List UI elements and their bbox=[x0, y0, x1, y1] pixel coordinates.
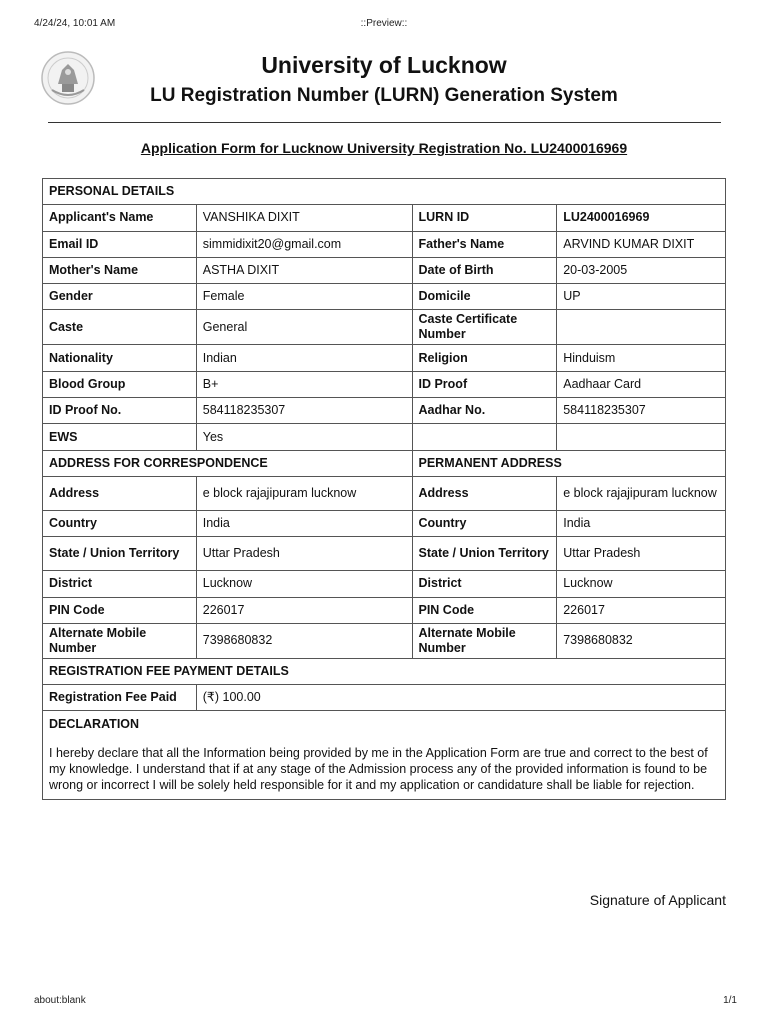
value-perm-district: Lucknow bbox=[557, 571, 726, 597]
system-title: LU Registration Number (LURN) Generation System bbox=[150, 85, 618, 106]
value-perm-mobile: 7398680832 bbox=[557, 623, 726, 658]
label-applicant-name: Applicant's Name bbox=[43, 205, 197, 231]
declaration-text: I hereby declare that all the Information being provided by me in the Application Form are true and correct to the best of my knowledge. I understand that if at any stage of the Admission process any of the provided information is found to be wrong or incorrect I will be solely held responsible for it and my application or candidature shall be liable for rejection. bbox=[49, 746, 708, 793]
value-nationality: Indian bbox=[196, 345, 412, 371]
value-fee-paid: (₹) 100.00 bbox=[196, 685, 725, 711]
table-row bbox=[43, 231, 726, 257]
value-corr-mobile: 7398680832 bbox=[196, 623, 412, 658]
value-gender: Female bbox=[196, 284, 412, 310]
table-row bbox=[43, 424, 726, 450]
value-corr-country: India bbox=[196, 510, 412, 536]
table-row bbox=[43, 537, 726, 571]
empty-cell bbox=[557, 424, 726, 450]
label-corr-country: Country bbox=[43, 510, 197, 536]
value-blood-group: B+ bbox=[196, 371, 412, 397]
label-aadhar-no: Aadhar No. bbox=[412, 398, 557, 424]
table-row bbox=[43, 571, 726, 597]
print-page-number: 1/1 bbox=[723, 995, 737, 1006]
label-father-name: Father's Name bbox=[412, 231, 557, 257]
label-id-proof: ID Proof bbox=[412, 371, 557, 397]
label-corr-address: Address bbox=[43, 476, 197, 510]
value-email: simmidixit20@gmail.com bbox=[196, 231, 412, 257]
value-applicant-name: VANSHIKA DIXIT bbox=[196, 205, 412, 231]
label-perm-state: State / Union Territory bbox=[412, 537, 557, 571]
value-lurn-id: LU2400016969 bbox=[557, 205, 726, 231]
label-corr-pin: PIN Code bbox=[43, 597, 197, 623]
form-title: Application Form for Lucknow University Registration No. LU2400016969 bbox=[140, 140, 628, 156]
value-corr-district: Lucknow bbox=[196, 571, 412, 597]
declaration-block bbox=[43, 711, 726, 800]
label-nationality: Nationality bbox=[43, 345, 197, 371]
label-ews: EWS bbox=[43, 424, 197, 450]
table-row bbox=[43, 205, 726, 231]
table-row bbox=[43, 345, 726, 371]
label-mother-name: Mother's Name bbox=[43, 257, 197, 283]
table-row bbox=[43, 510, 726, 536]
value-perm-state: Uttar Pradesh bbox=[557, 537, 726, 571]
label-caste-certificate: Caste Certificate Number bbox=[412, 310, 557, 345]
label-perm-mobile: Alternate Mobile Number bbox=[412, 623, 557, 658]
label-caste: Caste bbox=[43, 310, 197, 345]
table-row bbox=[43, 310, 726, 345]
section-personal-details: PERSONAL DETAILS bbox=[43, 179, 726, 205]
label-blood-group: Blood Group bbox=[43, 371, 197, 397]
section-declaration: DECLARATION bbox=[49, 717, 140, 732]
university-title: University of Lucknow bbox=[261, 52, 507, 78]
label-perm-district: District bbox=[412, 571, 557, 597]
value-corr-state: Uttar Pradesh bbox=[196, 537, 412, 571]
section-permanent-address: PERMANENT ADDRESS bbox=[412, 450, 726, 476]
value-caste: General bbox=[196, 310, 412, 345]
print-title: ::Preview:: bbox=[360, 18, 408, 29]
label-perm-country: Country bbox=[412, 510, 557, 536]
print-datetime: 4/24/24, 10:01 AM bbox=[34, 18, 116, 29]
value-aadhar-no: 584118235307 bbox=[557, 398, 726, 424]
value-id-proof-no: 584118235307 bbox=[196, 398, 412, 424]
label-dob: Date of Birth bbox=[412, 257, 557, 283]
value-corr-pin: 226017 bbox=[196, 597, 412, 623]
empty-cell bbox=[412, 424, 557, 450]
table-row bbox=[43, 623, 726, 658]
value-mother-name: ASTHA DIXIT bbox=[196, 257, 412, 283]
table-row bbox=[43, 476, 726, 510]
label-corr-state: State / Union Territory bbox=[43, 537, 197, 571]
table-row bbox=[43, 284, 726, 310]
application-form-table bbox=[42, 178, 726, 800]
section-fee-payment: REGISTRATION FEE PAYMENT DETAILS bbox=[43, 658, 726, 684]
label-lurn-id: LURN ID bbox=[412, 205, 557, 231]
value-domicile: UP bbox=[557, 284, 726, 310]
table-row bbox=[43, 685, 726, 711]
label-fee-paid: Registration Fee Paid bbox=[43, 685, 197, 711]
value-dob: 20-03-2005 bbox=[557, 257, 726, 283]
value-perm-country: India bbox=[557, 510, 726, 536]
table-row bbox=[43, 371, 726, 397]
section-correspondence-address: ADDRESS FOR CORRESPONDENCE bbox=[43, 450, 413, 476]
label-email: Email ID bbox=[43, 231, 197, 257]
value-perm-address: e block rajajipuram lucknow bbox=[557, 476, 726, 510]
label-corr-mobile: Alternate Mobile Number bbox=[43, 623, 197, 658]
label-religion: Religion bbox=[412, 345, 557, 371]
label-id-proof-no: ID Proof No. bbox=[43, 398, 197, 424]
table-row bbox=[43, 597, 726, 623]
value-ews: Yes bbox=[196, 424, 412, 450]
label-corr-district: District bbox=[43, 571, 197, 597]
value-caste-certificate bbox=[557, 310, 726, 345]
print-url: about:blank bbox=[34, 995, 86, 1006]
value-corr-address: e block rajajipuram lucknow bbox=[196, 476, 412, 510]
label-gender: Gender bbox=[43, 284, 197, 310]
value-perm-pin: 226017 bbox=[557, 597, 726, 623]
value-father-name: ARVIND KUMAR DIXIT bbox=[557, 231, 726, 257]
value-religion: Hinduism bbox=[557, 345, 726, 371]
table-row bbox=[43, 257, 726, 283]
label-perm-pin: PIN Code bbox=[412, 597, 557, 623]
signature-label: Signature of Applicant bbox=[589, 892, 726, 908]
header-divider bbox=[48, 122, 721, 123]
label-perm-address: Address bbox=[412, 476, 557, 510]
value-id-proof: Aadhaar Card bbox=[557, 371, 726, 397]
table-row bbox=[43, 398, 726, 424]
label-domicile: Domicile bbox=[412, 284, 557, 310]
